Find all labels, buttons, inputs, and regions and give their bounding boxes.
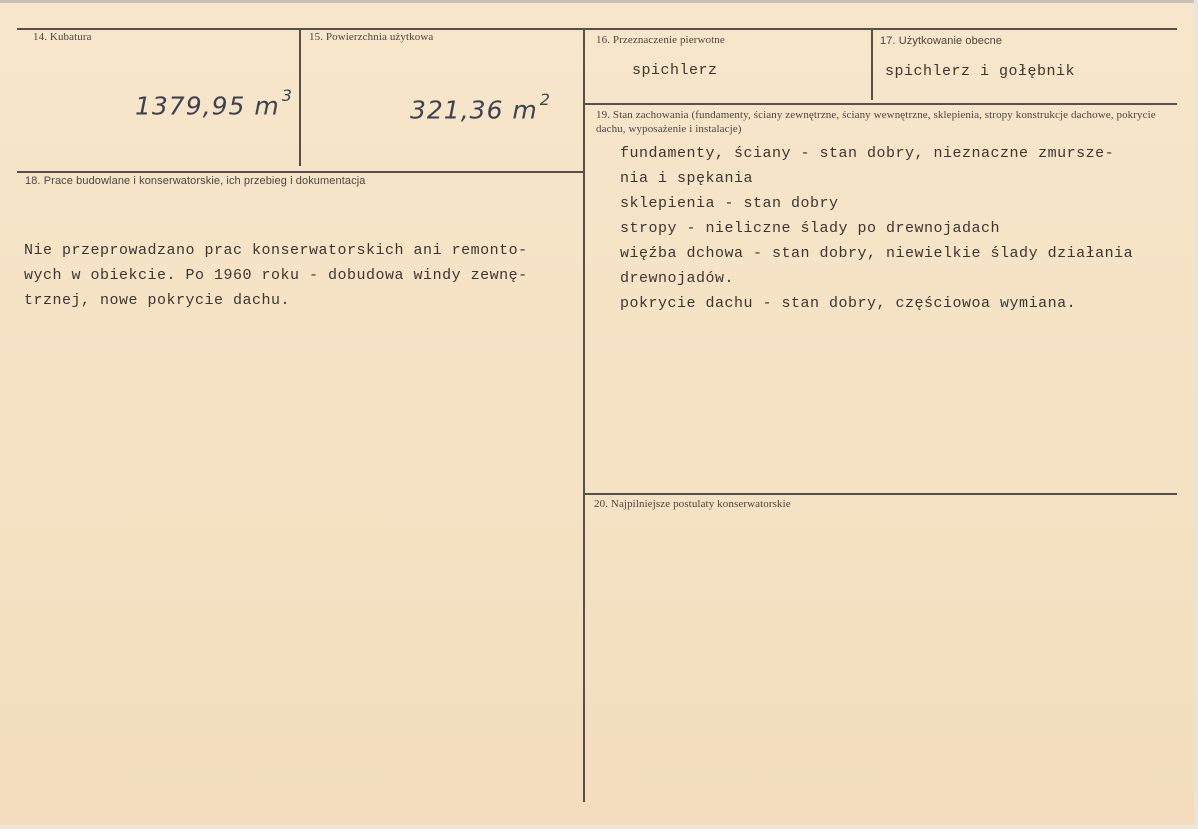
field-14-unit-exponent: 3 (281, 86, 293, 105)
field-18-line-1: Nie przeprowadzano prac konserwatorskich ani remonto- (24, 242, 528, 259)
card-top-edge (0, 0, 1198, 3)
field-16-value: spichlerz (632, 62, 718, 79)
rule-above-18 (17, 171, 584, 173)
center-divider (583, 29, 585, 802)
rule-above-20 (585, 493, 1177, 495)
field-18-label: 18. Prace budowlane i konserwatorskie, ich przebieg i dokumentacja (25, 175, 366, 187)
field-14-value-text: 1379,95 m (135, 91, 280, 121)
field-19-label: 19. Stan zachowania (fundamenty, ściany zewnętrzne, ściany wewnętrzne, sklepienia, stropy konstrukcje dachowe, pokrycie dachu, wyposażenie i instalacje) (596, 109, 1156, 135)
divider-14-15 (299, 29, 301, 166)
card-bottom-edge (0, 825, 1198, 829)
divider-16-17 (871, 29, 873, 100)
field-16-label: 16. Przeznaczenie pierwotne (596, 34, 725, 46)
field-18-text (24, 238, 528, 313)
field-19-line-2: nia i spękania (620, 170, 754, 187)
rule-above-19 (585, 103, 1177, 105)
top-rule (17, 28, 1177, 30)
field-15-label: 15. Powierzchnia użytkowa (309, 31, 434, 43)
field-19-line-7: pokrycie dachu - stan dobry, częściowoa wymiana. (620, 295, 1077, 312)
field-17-label: 17. Użytkowanie obecne (880, 35, 1003, 47)
field-17-value: spichlerz i gołębnik (885, 63, 1076, 80)
field-15-value (410, 90, 551, 125)
field-15-value-text: 321,36 m (410, 95, 538, 125)
field-19-text (620, 141, 1133, 316)
field-14-label: 14. Kubatura (33, 31, 92, 43)
field-19-line-6: drewnojadów. (620, 270, 735, 287)
field-18-line-3: trznej, nowe pokrycie dachu. (24, 292, 291, 309)
card-right-edge (1194, 0, 1198, 829)
field-18-line-2: wych w obiekcie. Po 1960 roku - dobudowa windy zewnę- (24, 267, 528, 284)
field-19-line-3: sklepienia - stan dobry (620, 195, 839, 212)
field-15-unit-exponent: 2 (539, 90, 551, 109)
field-19-line-1: fundamenty, ściany - stan dobry, nieznaczne zmursze- (620, 145, 1115, 162)
field-19-line-5: więźba dchowa - stan dobry, niewielkie ślady działania (620, 245, 1134, 262)
field-14-value (135, 86, 293, 121)
field-20-label: 20. Najpilniejsze postulaty konserwatorskie (594, 498, 791, 510)
field-19-line-4: stropy - nieliczne ślady po drewnojadach (620, 220, 1001, 237)
